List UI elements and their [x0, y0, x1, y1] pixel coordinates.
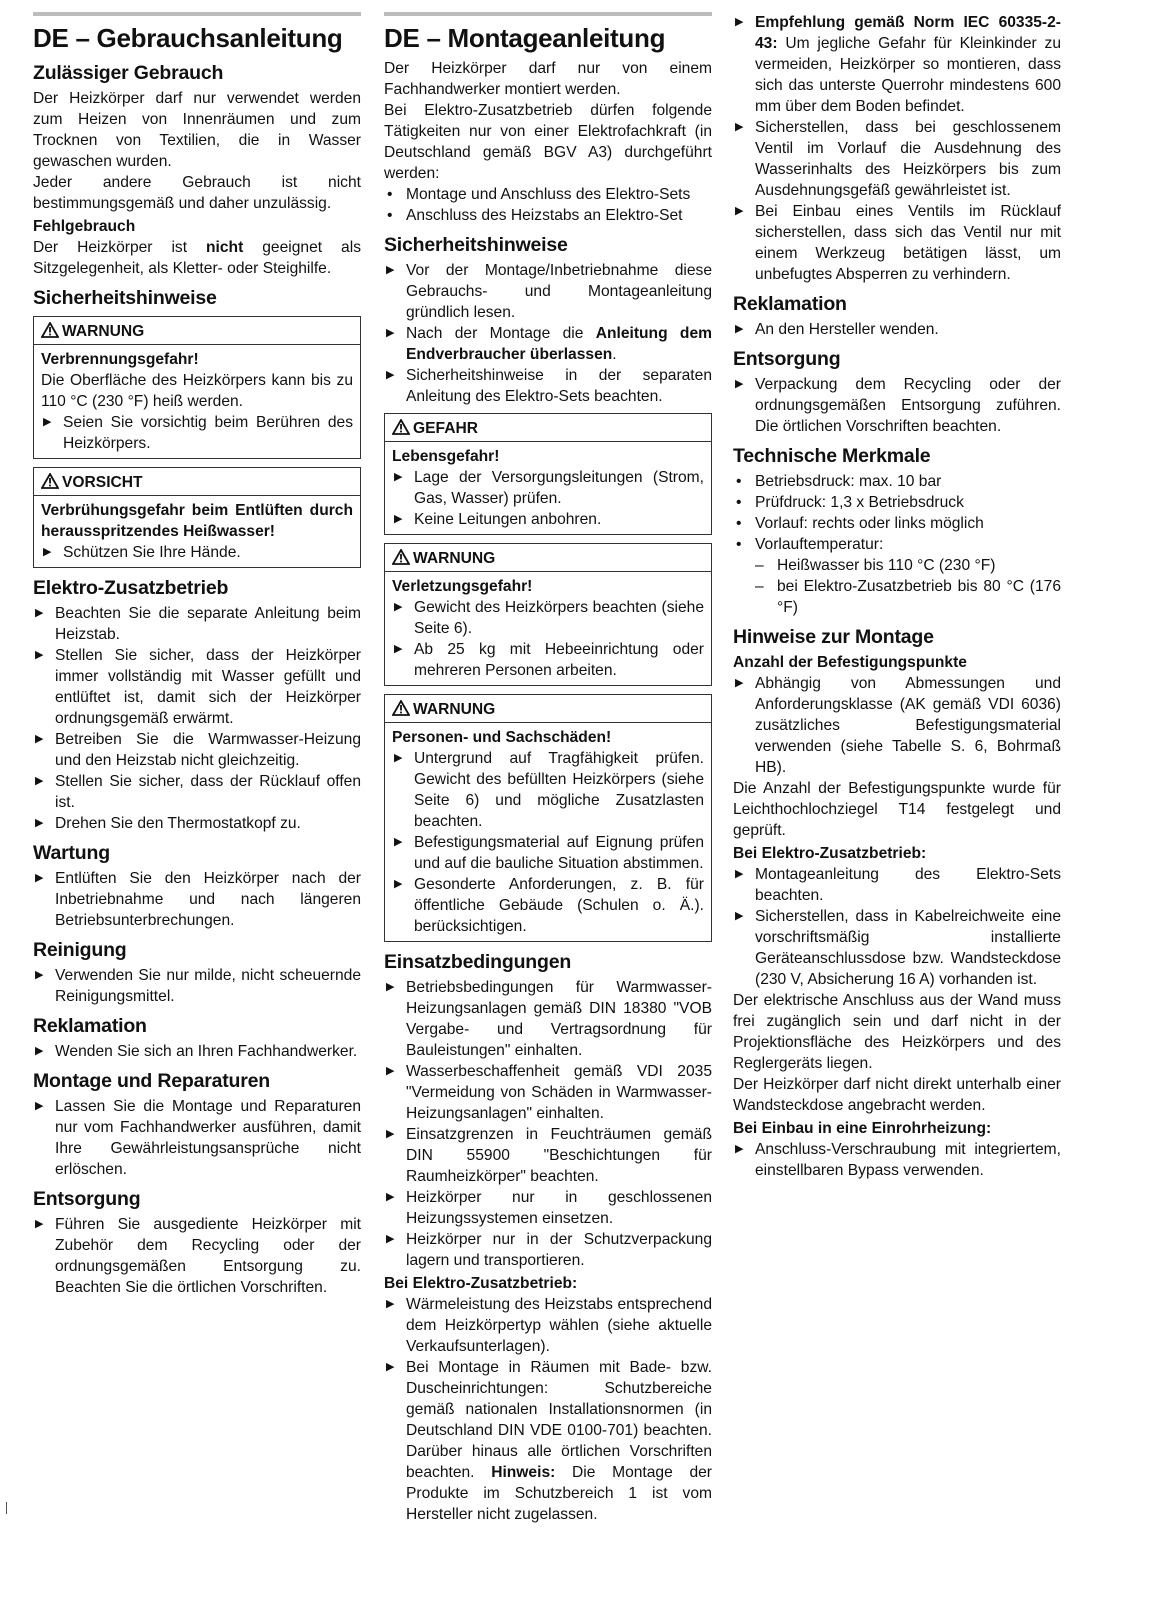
- list-item: ▶ Verpackung dem Recycling oder der ordnungsgemäßen Entsorgung zuführen. Die örtlichen Vorschriften beachten.: [733, 374, 1061, 437]
- list-item: ▶ Entlüften Sie den Heizkörper nach der Inbetriebnahme und nach längeren Betriebsunterbrechungen.: [33, 868, 361, 931]
- heading-single-pipe: Bei Einbau in eine Einrohrheizung:: [733, 1120, 992, 1137]
- warning-triangle-icon: [41, 473, 59, 489]
- list-item: ▶ Stellen Sie sicher, dass der Heizkörper immer vollständig mit Wasser gefüllt und entlüftet ist, damit sich der Heizkörper ordnungsgemäß erwärmt.: [33, 645, 361, 729]
- list-subitem: – Heißwasser bis 110 °C (230 °F): [733, 555, 1061, 576]
- list-item: ▶ Befestigungsmaterial auf Eignung prüfen und auf die bauliche Situation abstimmen.: [392, 832, 704, 874]
- electro-list: [384, 1294, 712, 1525]
- safety-list-continued: [733, 12, 1061, 285]
- list-item: ▶ Seien Sie vorsichtig beim Berühren des Heizkörpers.: [41, 412, 353, 454]
- list-item: ▶ Empfehlung gemäß Norm IEC 60335-2-43: Um jegliche Gefahr für Kleinkinder zu vermeiden, Heizkörper so montieren, dass sich das unterste Querrohr mindestens 600 mm über dem Boden befindet.: [733, 12, 1061, 117]
- list-item: ▶ Ab 25 kg mit Hebeeinrichtung oder mehreren Personen arbeiten.: [392, 639, 704, 681]
- fixing-points-text: Die Anzahl der Befestigungspunkte wurde für Leichthochlochziegel T14 festgelegt und geprüft.: [733, 780, 1061, 839]
- electro-text: Der elektrische Anschluss aus der Wand muss frei zugänglich sein und darf nicht in der Projektionsfläche des Heizkörpers und des Reglergeräts liegen.: [733, 992, 1061, 1072]
- list-item: ▶ Betriebsbedingungen für Warmwasser-Heizungsanlagen gemäß DIN 18380 "VOB Vergabe- und Vertragsordnung für Bauleistungen" einhalten.: [384, 977, 712, 1061]
- technical-list: [733, 471, 1061, 618]
- list-item: • Prüfdruck: 1,3 x Betriebsdruck: [733, 492, 1061, 513]
- list-item: ▶ Sicherheitshinweise in der separaten Anleitung des Elektro-Sets beachten.: [384, 365, 712, 407]
- heading-complaints: Reklamation: [733, 293, 847, 315]
- warning-title: Verbrennungsgefahr!: [41, 351, 199, 368]
- permitted-use-text: Der Heizkörper darf nur verwendet werden zum Heizen von Innenräumen und zum Trocknen von Textilien, die in Wasser gewaschen wurden.: [33, 90, 361, 170]
- list-item: ▶ Lassen Sie die Montage und Reparaturen nur vom Fachhandwerker ausführen, damit Ihre Gewährleistungsansprüche nicht erlöschen.: [33, 1096, 361, 1180]
- list-item: ▶ Betreiben Sie die Warmwasser-Heizung und den Heizstab nicht gleichzeitig.: [33, 729, 361, 771]
- warning-box-damage: [384, 694, 712, 942]
- list-item: ▶ Untergrund auf Tragfähigkeit prüfen. Gewicht des befüllten Heizkörpers (siehe Seite 6) und mögliche Zusatzlasten beachten.: [392, 748, 704, 832]
- warning-box-burn: [33, 316, 361, 459]
- intro-list: [384, 184, 712, 226]
- list-subitem: – bei Elektro-Zusatzbetrieb bis 80 °C (176 °F): [733, 576, 1061, 618]
- warning-triangle-icon: [392, 419, 410, 435]
- list-item: ▶ Führen Sie ausgediente Heizkörper mit Zubehör dem Recycling oder der ordnungsgemäßen Entsorgung zu. Beachten Sie die örtlichen Vorschriften.: [33, 1214, 361, 1298]
- page-title: DE – Gebrauchsanleitung: [33, 23, 343, 53]
- warning-title: Personen- und Sachschäden!: [392, 729, 612, 746]
- heading-conditions: Einsatzbedingungen: [384, 951, 572, 973]
- electro-list: [33, 603, 361, 834]
- warning-triangle-icon: [41, 322, 59, 338]
- heading-technical-features: Technische Merkmale: [733, 445, 931, 467]
- list-item: ▶ Bei Montage in Räumen mit Bade- bzw. Duscheinrichtungen: Schutzbereiche gemäß nationalen Installationsnormen (in Deutschland DIN VDE 0100-701) beachten. Darüber hinaus alle örtlichen Vorschriften beachten. Hinweis: Die Montage der Produkte im Schutzbereich 1 ist vom Hersteller nicht zugelassen.: [384, 1357, 712, 1525]
- heading-mounting-notes: Hinweise zur Montage: [733, 626, 934, 648]
- list-item: ▶ Stellen Sie sicher, dass der Rücklauf offen ist.: [33, 771, 361, 813]
- list-item: ▶ Wärmeleistung des Heizstabs entsprechend dem Heizkörpertyp wählen (siehe aktuelle Verkaufsunterlagen).: [384, 1294, 712, 1357]
- list-item: ▶ Wenden Sie sich an Ihren Fachhandwerker.: [33, 1041, 361, 1062]
- list-item: ▶ An den Hersteller wenden.: [733, 319, 1061, 340]
- heading-permitted-use: Zulässiger Gebrauch: [33, 62, 224, 84]
- electro-text-2: Der Heizkörper darf nicht direkt unterhalb einer Wandsteckdose angebracht werden.: [733, 1076, 1061, 1114]
- heading-disposal: Entsorgung: [733, 348, 841, 370]
- list-item: ▶ Nach der Montage die Anleitung dem Endverbraucher überlassen.: [384, 323, 712, 365]
- list-item: ▶ Abhängig von Abmessungen und Anforderungsklasse (AK gemäß VDI 6036) zusätzliches Befestigungsmaterial verwenden (siehe Tabelle S. 6, Bohrmaß HB).: [733, 673, 1061, 778]
- list-item: ▶ Heizkörper nur in der Schutzverpackung lagern und transportieren.: [384, 1229, 712, 1271]
- list-item: • Vorlauf: rechts oder links möglich: [733, 513, 1061, 534]
- top-rule: [33, 12, 361, 16]
- column-usage-instructions: [33, 12, 361, 1298]
- heading-misuse: Fehlgebrauch: [33, 218, 136, 235]
- section-title: DE – Montageanleitung: [384, 23, 666, 53]
- column-mounting-instructions: [384, 12, 712, 1525]
- warning-box-header: WARNUNG: [385, 544, 711, 572]
- list-item: • Vorlauftemperatur:: [733, 534, 1061, 555]
- warning-box-header: WARNUNG: [385, 695, 711, 723]
- heading-complaints: Reklamation: [33, 1015, 147, 1037]
- list-item: • Betriebsdruck: max. 10 bar: [733, 471, 1061, 492]
- list-item: ▶ Sicherstellen, dass in Kabelreichweite eine vorschriftsmäßig installierte Geräteanschlussdose bzw. Wandsteckdose (230 V, Absicherung 16 A) vorhanden ist.: [733, 906, 1061, 990]
- intro-text: Der Heizkörper darf nur von einem Fachhandwerker montiert werden.: [384, 60, 712, 98]
- intro-text-2: Bei Elektro-Zusatzbetrieb dürfen folgende Tätigkeiten nur von einer Elektrofachkraft (in Deutschland gemäß BGV A3) durchgeführt werden:: [384, 102, 712, 182]
- list-item: ▶ Wasserbeschaffenheit gemäß VDI 2035 "Vermeidung von Schäden in Warmwasser-Heizungsanlagen" einhalten.: [384, 1061, 712, 1124]
- list-item: ▶ Keine Leitungen anbohren.: [392, 509, 704, 530]
- page-edge-mark: [6, 1502, 7, 1514]
- list-item: ▶ Gesonderte Anforderungen, z. B. für öffentliche Gebäude (Schulen o. Ä.). berücksichtigen.: [392, 874, 704, 937]
- danger-title: Lebensgefahr!: [392, 448, 500, 465]
- heading-cleaning: Reinigung: [33, 939, 127, 961]
- warning-box-header: WARNUNG: [34, 317, 360, 345]
- warning-box-injury: [384, 543, 712, 686]
- list-item: ▶ Heizkörper nur in geschlossenen Heizungssystemen einsetzen.: [384, 1187, 712, 1229]
- heading-electro-operation: Elektro-Zusatzbetrieb: [33, 577, 229, 599]
- heading-disposal: Entsorgung: [33, 1188, 141, 1210]
- heading-electro-operation: Bei Elektro-Zusatzbetrieb:: [384, 1275, 578, 1292]
- electro-list: [733, 864, 1061, 990]
- danger-box-header: GEFAHR: [385, 414, 711, 442]
- list-item: • Montage und Anschluss des Elektro-Sets: [384, 184, 712, 205]
- list-item: ▶ Einsatzgrenzen in Feuchträumen gemäß DIN 55900 "Beschichtungen für Raumheizkörper" beachten.: [384, 1124, 712, 1187]
- warning-triangle-icon: [392, 549, 410, 565]
- heading-safety: Sicherheitshinweise: [33, 287, 217, 309]
- list-item: ▶ Beachten Sie die separate Anleitung beim Heizstab.: [33, 603, 361, 645]
- list-item: ▶ Schützen Sie Ihre Hände.: [41, 542, 353, 563]
- column-mounting-continued: [733, 12, 1061, 1181]
- list-item: ▶ Montageanleitung des Elektro-Sets beachten.: [733, 864, 1061, 906]
- danger-box: [384, 413, 712, 535]
- list-item: ▶ Anschluss-Verschraubung mit integriertem, einstellbaren Bypass verwenden.: [733, 1139, 1061, 1181]
- misuse-text: Der Heizkörper ist nicht geeignet als Sitzgelegenheit, als Kletter- oder Steighilfe.: [33, 239, 361, 277]
- list-item: ▶ Gewicht des Heizkörpers beachten (siehe Seite 6).: [392, 597, 704, 639]
- warning-triangle-icon: [392, 700, 410, 716]
- list-item: ▶ Vor der Montage/Inbetriebnahme diese Gebrauchs- und Montageanleitung gründlich lesen.: [384, 260, 712, 323]
- warning-text: Die Oberfläche des Heizkörpers kann bis zu 110 °C (230 °F) heiß werden.: [41, 372, 353, 410]
- list-item: ▶ Drehen Sie den Thermostatkopf zu.: [33, 813, 361, 834]
- caution-title: Verbrühungsgefahr beim Entlüften durch herausspritzendes Heißwasser!: [41, 502, 353, 540]
- list-item: ▶ Verwenden Sie nur milde, nicht scheuernde Reinigungsmittel.: [33, 965, 361, 1007]
- caution-box-header: VORSICHT: [34, 468, 360, 496]
- list-item: • Anschluss des Heizstabs an Elektro-Set: [384, 205, 712, 226]
- heading-safety: Sicherheitshinweise: [384, 234, 568, 256]
- permitted-use-text-2: Jeder andere Gebrauch ist nicht bestimmungsgemäß und daher unzulässig.: [33, 174, 361, 212]
- warning-title: Verletzungsgefahr!: [392, 578, 533, 595]
- top-rule: [384, 12, 712, 16]
- heading-electro-operation: Bei Elektro-Zusatzbetrieb:: [733, 845, 927, 862]
- heading-repairs: Montage und Reparaturen: [33, 1070, 270, 1092]
- list-item: ▶ Sicherstellen, dass bei geschlossenem Ventil im Vorlauf die Ausdehnung des Wasserinhalts des Heizkörpers bis zum Ausdehnungsgefäß gewährleistet ist.: [733, 117, 1061, 201]
- heading-maintenance: Wartung: [33, 842, 110, 864]
- conditions-list: [384, 977, 712, 1271]
- list-item: ▶ Lage der Versorgungsleitungen (Strom, Gas, Wasser) prüfen.: [392, 467, 704, 509]
- list-item: ▶ Bei Einbau eines Ventils im Rücklauf sicherstellen, dass sich das Ventil nur mit einem Werkzeug betätigen lässt, um unbefugtes Absperren zu verhindern.: [733, 201, 1061, 285]
- caution-box-scald: [33, 467, 361, 568]
- safety-list: [384, 260, 712, 407]
- heading-fixing-points: Anzahl der Befestigungspunkte: [733, 654, 967, 671]
